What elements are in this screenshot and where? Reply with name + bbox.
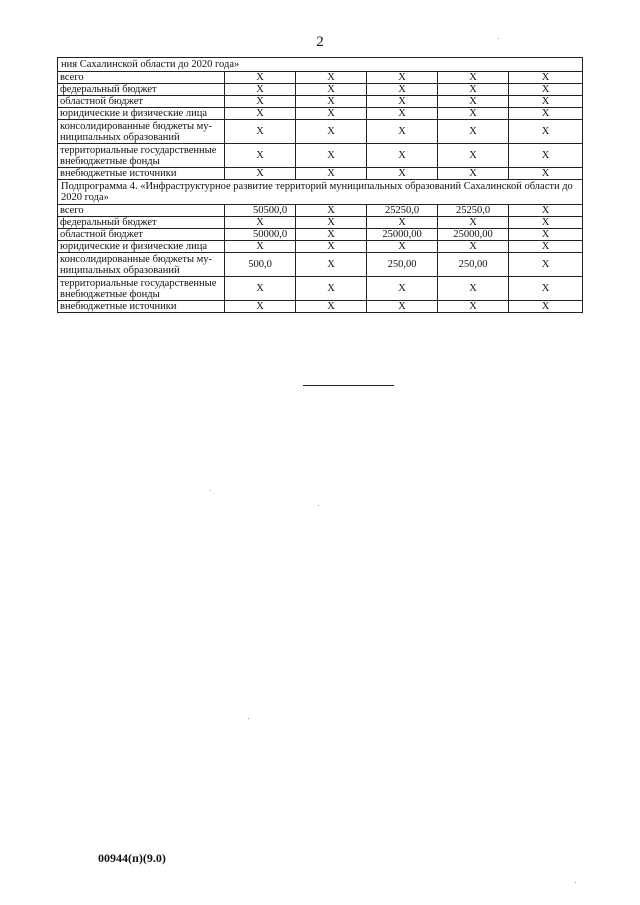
budget-table: [57, 57, 583, 313]
table-cell: X: [367, 120, 438, 144]
page-number: 2: [316, 34, 324, 50]
table-row: [58, 72, 583, 84]
table-cell: X: [225, 301, 296, 313]
table-cell: X: [509, 72, 583, 84]
row-label: внебюджетные источники: [58, 301, 225, 313]
table-cell: X: [225, 241, 296, 253]
table-cell: X: [438, 84, 509, 96]
table-cell: X: [296, 84, 367, 96]
end-divider-line: [303, 385, 394, 386]
table-cell: X: [296, 241, 367, 253]
row-label: федеральный бюджет: [58, 84, 225, 96]
section-header-row: [58, 58, 583, 72]
table-cell: X: [509, 108, 583, 120]
row-label: внебюджетные источники: [58, 168, 225, 180]
table-cell: X: [367, 84, 438, 96]
table-cell: X: [438, 301, 509, 313]
scan-speck: [248, 718, 249, 719]
table-cell: 25250,0: [438, 205, 509, 217]
table-cell: 25000,00: [367, 229, 438, 241]
table-cell: X: [225, 120, 296, 144]
scan-speck: [498, 38, 499, 39]
table-row: [58, 217, 583, 229]
row-label: федеральный бюджет: [58, 217, 225, 229]
table-cell: X: [225, 168, 296, 180]
table-cell: 25000,00: [438, 229, 509, 241]
table-cell: X: [296, 229, 367, 241]
row-label: всего: [58, 205, 225, 217]
row-label: консолидированные бюджеты му-ниципальных образований: [58, 253, 225, 277]
row-label: юридические и физические лица: [58, 108, 225, 120]
table-cell: X: [438, 96, 509, 108]
table-row: [58, 84, 583, 96]
table-cell: 250,00: [438, 253, 509, 277]
table-row: [58, 277, 583, 301]
table-cell: X: [438, 72, 509, 84]
table-cell: X: [367, 168, 438, 180]
scan-speck: [318, 505, 319, 506]
scan-speck: [210, 490, 211, 491]
table-cell: X: [225, 144, 296, 168]
table-cell: X: [296, 205, 367, 217]
table-cell: X: [367, 108, 438, 120]
table-cell: X: [509, 253, 583, 277]
table-row: [58, 168, 583, 180]
table-cell: X: [367, 72, 438, 84]
budget-table-body: [58, 58, 583, 313]
table-cell: X: [367, 241, 438, 253]
table-cell: X: [509, 168, 583, 180]
row-label: всего: [58, 72, 225, 84]
row-label: территориальные государственные внебюджетные фонды: [58, 277, 225, 301]
table-cell: X: [225, 96, 296, 108]
row-label: областной бюджет: [58, 229, 225, 241]
table-cell: X: [296, 277, 367, 301]
table-cell: X: [296, 253, 367, 277]
table-cell: X: [225, 217, 296, 229]
table-cell: X: [438, 277, 509, 301]
table-cell: X: [509, 217, 583, 229]
table-row: [58, 301, 583, 313]
table-row: [58, 108, 583, 120]
table-cell: X: [509, 96, 583, 108]
row-label: областной бюджет: [58, 96, 225, 108]
table-row: [58, 205, 583, 217]
row-label: юридические и физические лица: [58, 241, 225, 253]
table-cell: X: [296, 108, 367, 120]
table-cell: X: [367, 277, 438, 301]
table-row: [58, 229, 583, 241]
table-cell: X: [438, 144, 509, 168]
table-cell: X: [509, 241, 583, 253]
table-cell: X: [509, 229, 583, 241]
table-row: [58, 241, 583, 253]
table-row: [58, 253, 583, 277]
table-cell: 50500,0: [225, 205, 296, 217]
table-cell: 500,0: [225, 253, 296, 277]
table-row: [58, 144, 583, 168]
scan-speck: [575, 882, 576, 883]
table-cell: X: [296, 120, 367, 144]
table-cell: X: [296, 96, 367, 108]
table-cell: X: [509, 301, 583, 313]
table-cell: X: [225, 108, 296, 120]
document-code: 00944(п)(9.0): [98, 851, 166, 865]
table-cell: X: [296, 72, 367, 84]
table-cell: 50000,0: [225, 229, 296, 241]
table-cell: X: [225, 84, 296, 96]
table-cell: X: [367, 96, 438, 108]
table-cell: X: [296, 168, 367, 180]
table-cell: X: [509, 205, 583, 217]
table-cell: X: [296, 144, 367, 168]
table-cell: X: [438, 217, 509, 229]
table-cell: X: [438, 241, 509, 253]
row-label: консолидированные бюджеты му-ниципальных образований: [58, 120, 225, 144]
table-cell: X: [367, 301, 438, 313]
table-cell: X: [367, 144, 438, 168]
table-row: [58, 96, 583, 108]
table-cell: X: [509, 277, 583, 301]
table-cell: X: [225, 277, 296, 301]
table-row: [58, 120, 583, 144]
table-cell: X: [367, 217, 438, 229]
table-cell: X: [296, 301, 367, 313]
section-header-continued: ния Сахалинской области до 2020 года»: [58, 58, 583, 72]
row-label: территориальные государственные внебюджетные фонды: [58, 144, 225, 168]
table-cell: 250,00: [367, 253, 438, 277]
table-cell: X: [225, 72, 296, 84]
table-cell: X: [509, 84, 583, 96]
table-cell: X: [438, 120, 509, 144]
subprogram-header-row: [58, 180, 583, 205]
table-cell: X: [509, 120, 583, 144]
table-cell: X: [438, 108, 509, 120]
table-cell: X: [438, 168, 509, 180]
table-cell: X: [509, 144, 583, 168]
table-cell: 25250,0: [367, 205, 438, 217]
subprogram4-header: Подпрограмма 4. «Инфраструктурное развитие территорий муниципальных образований Сахалинской области до 2020 года»: [58, 180, 583, 205]
table-cell: X: [296, 217, 367, 229]
